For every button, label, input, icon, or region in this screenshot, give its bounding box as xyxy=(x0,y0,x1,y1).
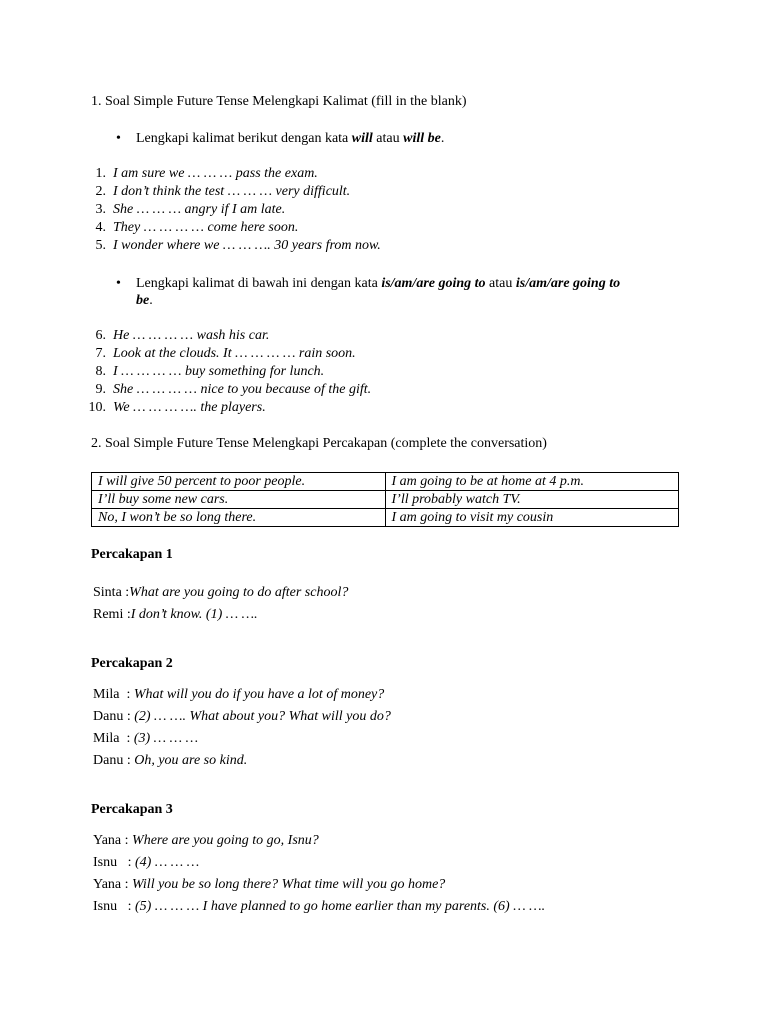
question-text: He … … … … wash his car. xyxy=(113,328,270,343)
question-text: We … … … …. the players. xyxy=(113,400,266,415)
question-text: I don’t think the test … … … very difficult. xyxy=(113,184,351,199)
question-text: She … … … … nice to you because of the gift. xyxy=(113,382,372,397)
table-row xyxy=(92,509,679,527)
keyword-will-be: will be xyxy=(403,131,441,146)
speaker-name: Danu : xyxy=(93,753,135,768)
section-2-heading: 2. Soal Simple Future Tense Melengkapi Percakapan (complete the conversation) xyxy=(91,436,547,451)
question-number: 3. xyxy=(95,202,106,217)
answer-options-table xyxy=(91,472,679,527)
keyword-be: be xyxy=(136,293,150,308)
dialogue-text: Where are you going to go, Isnu? xyxy=(132,833,319,848)
dialogue-text: (3) … … … xyxy=(133,731,199,746)
speaker-name: Danu : xyxy=(93,709,135,724)
question-number: 9. xyxy=(95,382,106,397)
keyword-going-to-be: is/am/are going to xyxy=(515,276,621,291)
dialogue-text: What will you do if you have a lot of money? xyxy=(133,687,385,702)
table-cell: No, I won’t be so long there. xyxy=(92,509,386,527)
speaker-name: Mila : xyxy=(93,731,134,746)
dialogue-line xyxy=(93,833,319,849)
table-cell: I’ll buy some new cars. xyxy=(92,491,386,509)
question-number: 10. xyxy=(88,400,106,415)
question-number: 6. xyxy=(95,328,106,343)
question-item xyxy=(84,220,298,236)
question-number: 1. xyxy=(95,166,106,181)
question-number: 2. xyxy=(95,184,106,199)
table-row xyxy=(92,491,679,509)
question-text: They … … … … come here soon. xyxy=(113,220,299,235)
dialogue-text: Will you be so long there? What time will you go home? xyxy=(132,877,446,892)
dialogue-text: I don’t know. (1) … …. xyxy=(130,607,258,622)
keyword-will: will xyxy=(351,131,373,146)
dialogue-text: (2) … …. What about you? What will you do? xyxy=(134,709,391,724)
table-row xyxy=(92,473,679,491)
dialogue-line xyxy=(93,877,445,893)
instruction-text: Lengkapi kalimat di bawah ini dengan kata xyxy=(136,276,382,291)
conversation-title: Percakapan 1 xyxy=(91,547,173,562)
instruction-going-to xyxy=(136,276,620,292)
speaker-name: Sinta : xyxy=(93,585,130,600)
section-1-heading: 1. Soal Simple Future Tense Melengkapi Kalimat (fill in the blank) xyxy=(91,94,467,109)
question-text: I wonder where we … … …. 30 years from now. xyxy=(113,238,381,253)
conversation-title: Percakapan 2 xyxy=(91,656,173,671)
dialogue-line xyxy=(93,855,199,871)
dialogue-line xyxy=(93,899,545,915)
speaker-name: Remi : xyxy=(93,607,131,622)
dialogue-text: Oh, you are so kind. xyxy=(134,753,248,768)
dialogue-line xyxy=(93,607,258,623)
table-cell: I will give 50 percent to poor people. xyxy=(92,473,386,491)
dialogue-line xyxy=(93,753,247,769)
question-number: 8. xyxy=(95,364,106,379)
instruction-conjunction: atau xyxy=(485,276,516,291)
dialogue-line xyxy=(93,709,391,725)
table-cell: I am going to visit my cousin xyxy=(385,509,679,527)
dialogue-text: (4) … … … xyxy=(135,855,200,870)
question-number: 7. xyxy=(95,346,106,361)
question-item xyxy=(84,184,350,200)
question-text: I … … … … buy something for lunch. xyxy=(113,364,325,379)
instruction-text: Lengkapi kalimat berikut dengan kata xyxy=(136,131,352,146)
conversation-title: Percakapan 3 xyxy=(91,802,173,817)
speaker-name: Yana : xyxy=(93,833,133,848)
instruction-period: . xyxy=(440,131,445,146)
instruction-period: . xyxy=(149,293,153,308)
dialogue-line xyxy=(93,687,384,703)
speaker-name: Isnu : xyxy=(93,899,135,914)
question-item xyxy=(84,238,381,254)
bullet-icon: • xyxy=(116,131,121,146)
question-item xyxy=(84,346,356,362)
question-item xyxy=(84,400,266,416)
question-item xyxy=(84,364,324,380)
dialogue-text: What are you going to do after school? xyxy=(129,585,349,600)
question-text: Look at the clouds. It … … … … rain soon. xyxy=(113,346,356,361)
keyword-going-to: is/am/are going to xyxy=(381,276,486,291)
dialogue-line xyxy=(93,731,198,747)
instruction-going-to-cont xyxy=(136,293,153,309)
question-number: 5. xyxy=(95,238,106,253)
speaker-name: Yana : xyxy=(93,877,133,892)
dialogue-text: (5) … … … I have planned to go home earlier than my parents. (6) … …. xyxy=(135,899,546,914)
question-text: She … … … angry if I am late. xyxy=(113,202,286,217)
instruction-conjunction: atau xyxy=(372,131,404,146)
table-cell: I am going to be at home at 4 p.m. xyxy=(385,473,679,491)
bullet-icon: • xyxy=(116,276,121,291)
question-item xyxy=(84,166,318,182)
question-item xyxy=(84,382,371,398)
table-cell: I’ll probably watch TV. xyxy=(385,491,679,509)
speaker-name: Mila : xyxy=(93,687,134,702)
question-number: 4. xyxy=(95,220,106,235)
instruction-will xyxy=(136,131,444,147)
question-item xyxy=(84,202,285,218)
dialogue-line xyxy=(93,585,348,601)
question-item xyxy=(84,328,269,344)
question-text: I am sure we … … … pass the exam. xyxy=(113,166,318,181)
speaker-name: Isnu : xyxy=(93,855,135,870)
